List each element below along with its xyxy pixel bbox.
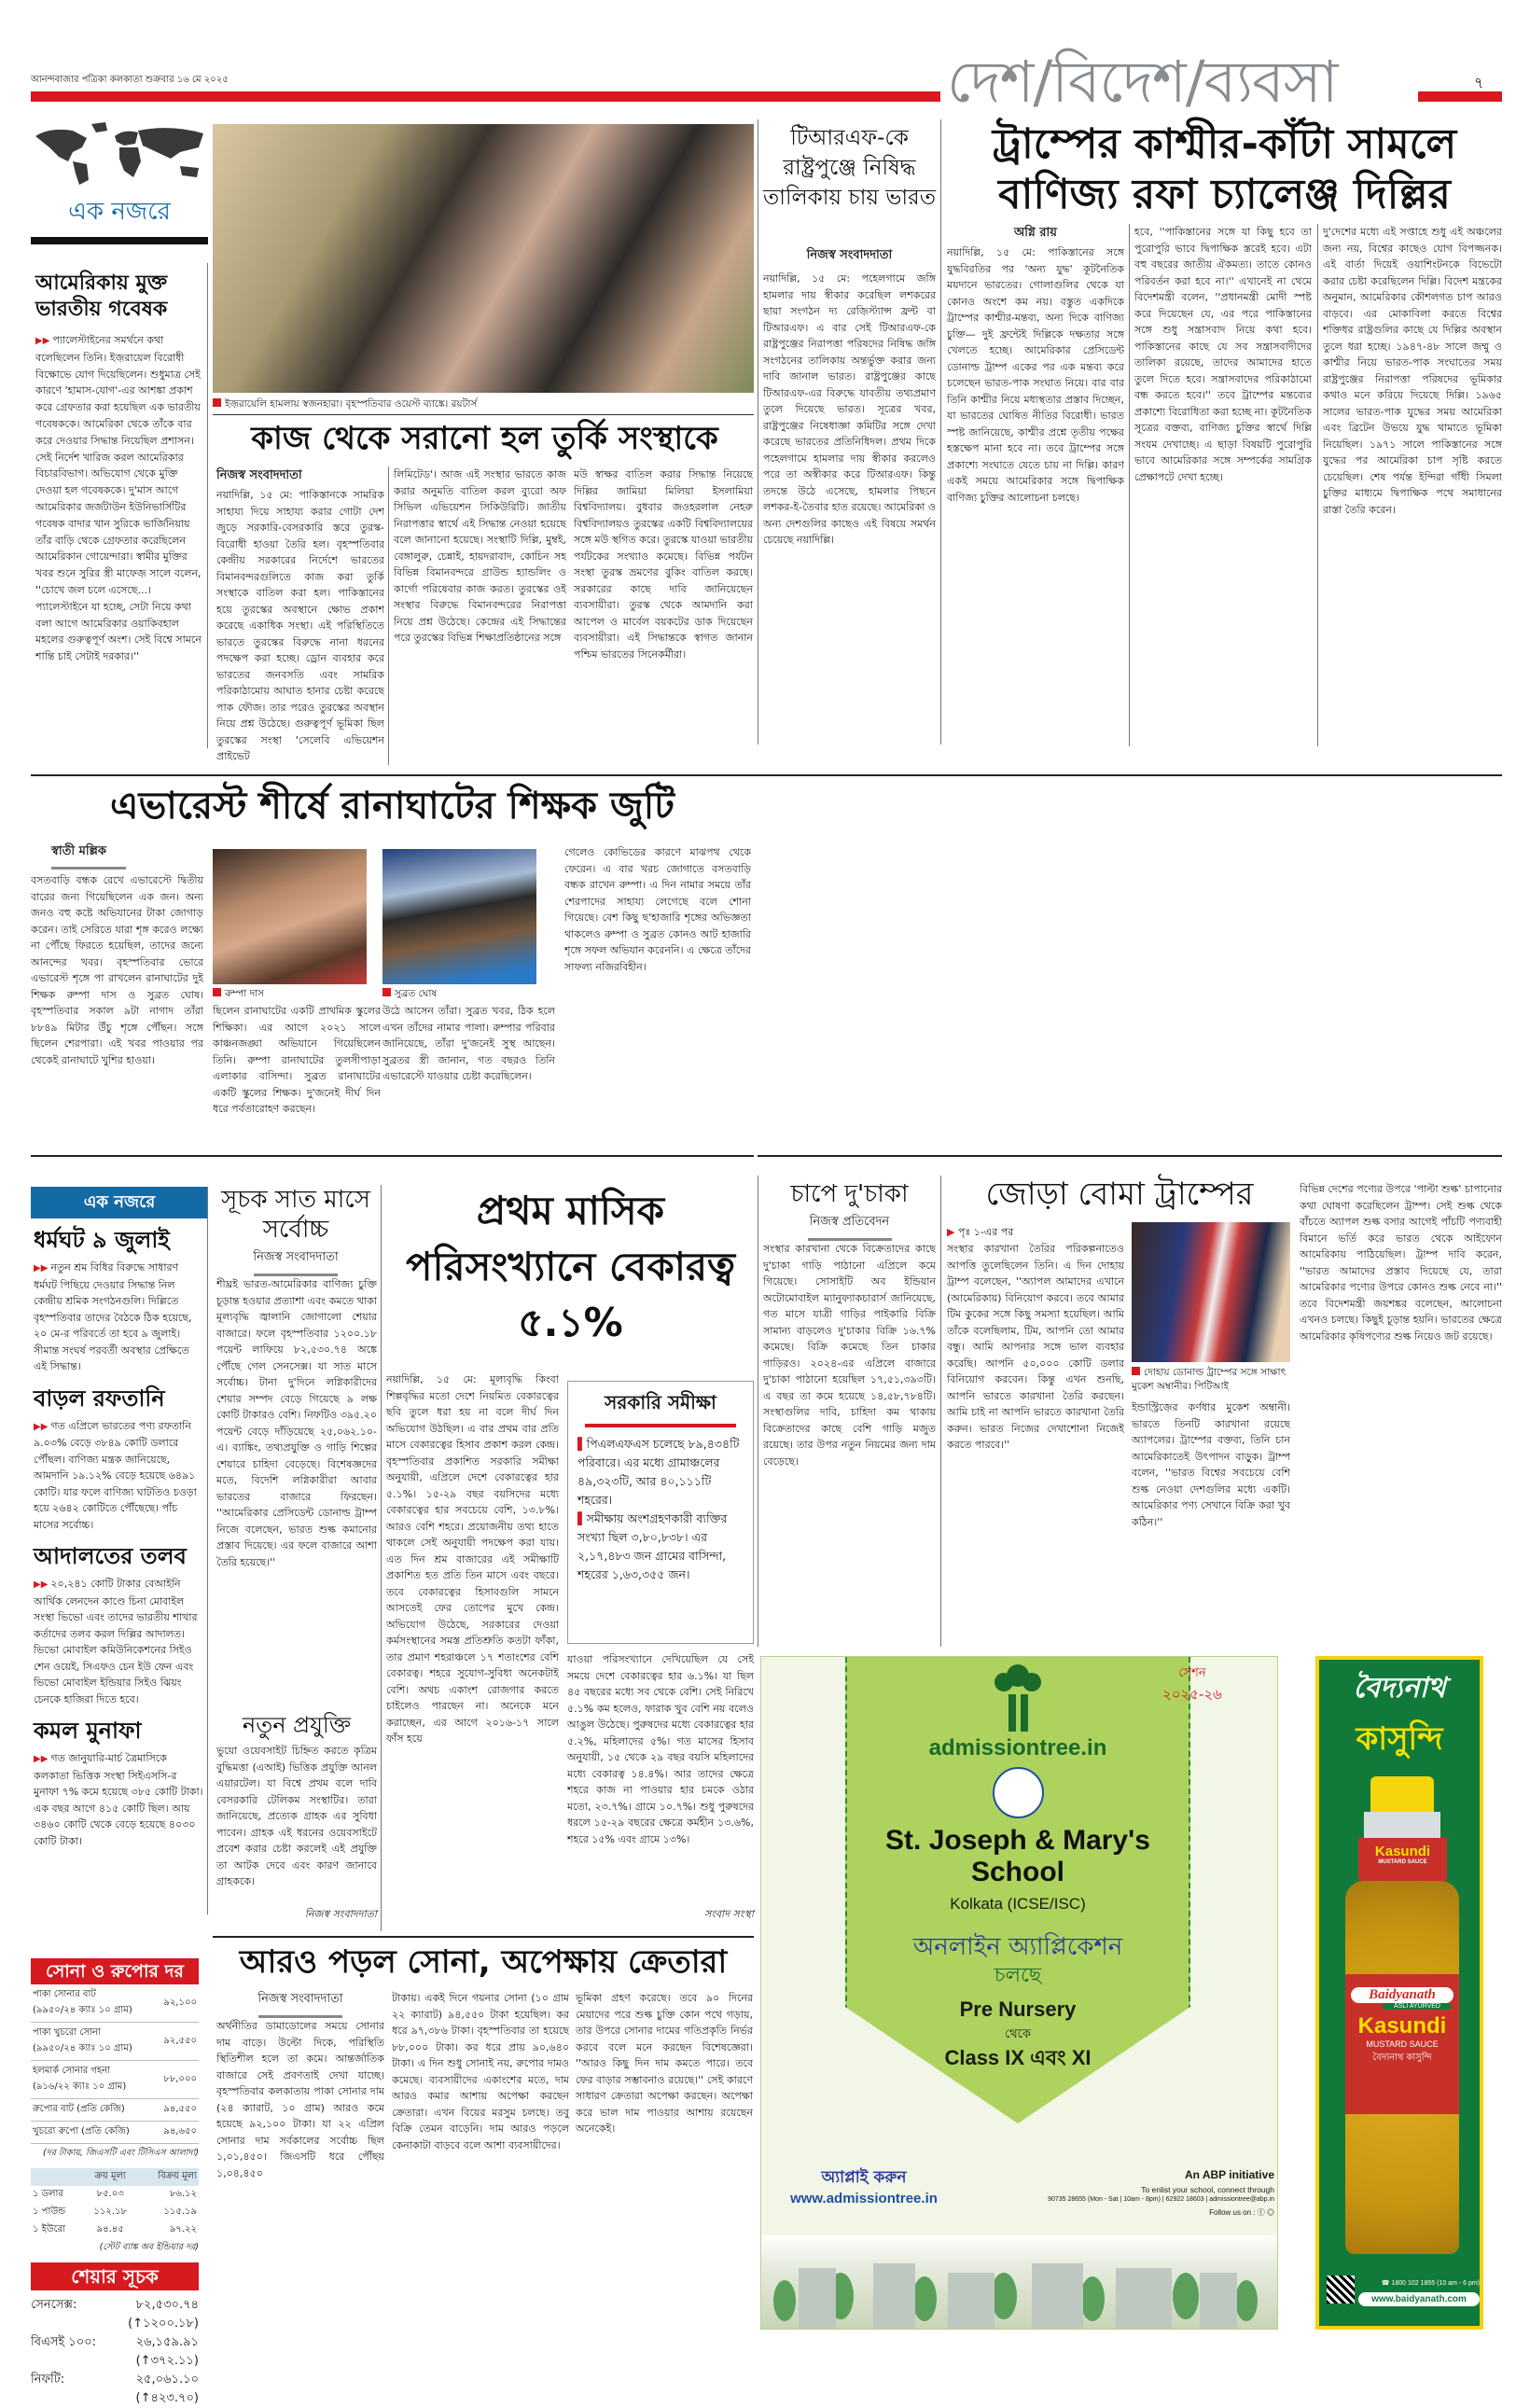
trump-col-1: সংস্থার কারখানা তৈরির পরিকল্পনাতেও আপত্তি তুলেছিলেন তিনি। এ দিন দোহায় ট্রাম্প বলেছেন, ''অ্যাপল আমাদের এখানে (আমেরিকায়) বিনিয়োগ করবে। তবে আমার টিম কুকের সঙ্গে কিছু সমস্যা হয়েছিল। আমি তাঁকে বলেছিলাম, টিম, আপনি তো আমার বন্ধু। আমি আপনার সঙ্গে ভাল ব্যবহার করেছি। আপনি ৫০,০০০ কোটি ডলার বিনিয়োগ করবেন। কিন্তু এখন শুনছি, আপনি ভারতে কারখানা তৈরি করছেন। আমি চাই না আপনি ভারতে কারখানা তৈরি করুন। ভারত নিজের দেখাশোনা নিজেই করতে পারবে।'' [947,1243,1124,1451]
fx-note: (স্টেট ব্যাঙ্ক অব ইন্ডিয়ার দর) [99,2242,199,2252]
brand-name: admissiontree.in [928,1735,1107,1761]
lead-col-3: দু'দেশের মধ্যে এই সপ্তাহে শুধু এই অঞ্চলের জন্য নয়, বিশ্বের কাছেও যোগ বিপজ্জনক। এই বার্তা দিয়েই ওয়াশিংটনকে বিভেটো করার চেষ্টা করেছিলেন দিল্লি। বিদেশ মন্ত্রকের অনুমান, আমেরিকার কৌশলগত চাপ আরও বাড়বে। এর মোকাবিলা করতে বিশ্বের শক্তিধর রাষ্ট্রগুলির কাছে যে দিল্লির অবস্থান তুলে ধরা হচ্ছে। ১৯৪৭-৪৮ সালে জম্মু ও কাশ্মীর নিয়ে ভারত-পাক সংঘাতের সময় রাষ্ট্রপুঞ্জের নিরাপত্তা পরিষদের ভূমিকার কথাও মনে করিয়ে দিয়েছে দিল্লি। ১৯৬৫ সালের ভারত-পাক যুদ্ধের সময় আমেরিকা এবং ব্রিটেন উভয়ে যুদ্ধ থামাতে ভূমিকা নিয়েছিল। ১৯৭১ সালে পাকিস্তানের সঙ্গে যুদ্ধের পর আমেরিকা চাপ সৃষ্টি করতে চেয়েছিল। শেষ পর্যন্ত ইন্দিরা গাঁধী সিমলা চুক্তির মাধ্যমে দ্বিপাক্ষিক পথে সমাধানের রাস্তা তৈরি করেন। [1323,226,1502,516]
baidyanath-website-link[interactable]: www.baidyanath.com [1358,2292,1480,2306]
up-arrow-icon: ↑ [140,2391,151,2405]
apply-now: অ্যাপ্লাই করুন [821,2168,907,2187]
school-crest-icon [993,1767,1044,1818]
table-row: পাকা খুচরো সোনা (৯৯৫০/২৪ ক্যাঃ ১০ গ্রাম) ৯২,৫৫০ [31,2023,199,2061]
red-bar-icon: ▌ [577,1511,587,1525]
tech-text: ভুয়ো ওয়েবসাইট চিহ্নিত করতে কৃত্রিম বুদ্ধিমত্তা (এআই) ভিত্তিক প্রযুক্তি আনল এয়ারটেল। যা বিশ্বে প্রথম বলে দাবি বেসরকারি টেলিকম সংস্থাটির। তারা জানিয়েছে, প্রত্যেক গ্রাহক এর সুবিধা পাবেন। গ্রাহক এই ধরনের ওয়েবসাইটে প্রবেশ করার চেষ্টা করলেই এই প্রযুক্তি তা আটক দেবে এবং কারণ জানাবে গ্রাহককে। [216,1745,377,1887]
lead-byline: অগ্নি রায় [1014,226,1057,240]
fx-table [31,2168,199,2239]
masthead-red-bar-right [1418,91,1502,102]
column-divider [1129,224,1130,746]
section-rule [758,1155,1502,1157]
phone-number: ☎ 1800 102 1855 (10 am - 6 pm) [1381,2280,1480,2287]
ongoing: চলছে [994,1964,1042,1987]
brief-us-researcher [35,271,202,733]
school-location: Kolkata (ICSE/ISC) [950,1895,1086,1913]
admissiontree-ad[interactable] [760,1656,1278,2330]
up-arrow-icon: ↑ [132,2317,144,2331]
instagram-icon: ◎ [1267,2208,1274,2217]
tree-logo-icon [971,1662,1064,1740]
bottle-label: Baidyanath ASLI AYURVED Kasundi MUSTARD SAUCE বৈদ্যনাথ কাসুন্দি [1345,1974,1459,2114]
qr-code-icon[interactable] [1327,2276,1355,2304]
column-divider [207,1187,208,1914]
ek-najare-bottom-title: এক নজরে [31,1187,208,1218]
rumpa-caption: রুম্পা দাস [213,987,264,1003]
table-row: ১ পাউন্ড ১১২.১৮ ১১৫.১৯ [33,2206,197,2217]
rates-table [31,1984,199,2144]
byline: নিজস্ব সংবাদদাতা [216,468,302,482]
index-nifty: নিফটি: ২৫,০৬১.১০ (↑৪২৩.৭০) [31,2373,199,2405]
everest-col-4: গেলেও কোভিডের কারণে মাঝপথ থেকে ফেরেন। এ বার খরচ জোগাতে বসতবাড়ি বন্ধক রাখেন রুম্পা। এ দিন নামার সময়ে তাঁর শেরপাদের সাহায্য লেগেছে বলে শোনা গিয়েছে। বেশ কিছু ছ'হাজারি শৃঙ্গের অভিজ্ঞতা থাকলেও রুম্পা ও সুব্রত কোনও আট হাজারি শৃঙ্গে সফল অভিযান করেননি। এ ক্ষেত্রে তাঁদের সাফল্য নজিরবিহীন। [564,846,751,973]
column-divider [940,119,941,745]
double-arrow-icon: ▶▶ [35,336,50,346]
enlist-text: To enlist your school, connect through [1141,2185,1274,2194]
table-row: হলমার্ক সোনার গহনা (৯১৬/২২ ক্যাঃ ১০ গ্রাম) ৮৮,০০০ [31,2061,199,2099]
website-link[interactable]: www.admissiontree.in [790,2191,938,2206]
west-bank-photo [213,124,754,393]
column-divider [940,1176,941,1647]
column-divider [388,466,389,765]
bottle-neck-label: Kasundi MUSTARD SAUCE [1358,1838,1447,1881]
session-label: সেশন ২০২৫-২৬ [1162,1666,1222,1703]
scooter-text: সংস্থার কারখানা থেকে বিক্রেতাদের কাছে দু'চাকা গাড়ি পাঠানো এপ্রিলে কমে গিয়েছে। সোসাইটি অব ইন্ডিয়ান অটোমোবাইল ম্যানুফ্যাকচারার্স জানিয়েছে, গত মাসে যাত্রী গাড়ির পাইকারি বিক্রি সামান্য বাড়লেও দু'চাকার বিক্রি ১৬.৭% কমেছে। বিক্রি কমেছে তিন চাকার গাড়িরও। ২০২৪-এর এপ্রিলে বাজারে দু'চাকা পাঠানো হয়েছিল ১৭,৫১,৩৯৩টি। এ বছর তা কমে হয়েছে ১৪,৫৮,৭৮৪টি। সংস্থাগুলির দাবি, চাহিদা কম থাকায় বিক্রেতাদের কাছে বেশি গাড়ি মজুত রয়েছে। তার উপর নতুন নিয়মের জন্য দাম বেড়েছে। [763,1243,936,1468]
everest-col-2: ছিলেন রানাঘাটের একটি প্রাথমিক স্কুলের শিক্ষিকা। এর আগে ২০২১ সালে কাঞ্চনজঙ্ঘা অভিযানে গিয়েছিলেন তিনি। রুম্পা রানাঘাটের তুলসীপাড়া এলাকার বাসিন্দা। সুব্রত রানাঘাটের একটি স্কুলের শিক্ষক। দু'জনেই দীর্ঘ দিন ধরে পর্বতারোহণ করছেন। [213,1005,381,1115]
world-map-icon [31,119,208,185]
table-row: পাকা সোনার বাট (৯৯৫০/২৪ ক্যাঃ ১০ গ্রাম) ৯২,১০০ [31,1984,199,2023]
scooter-headline: চাপে দু'চাকা [790,1180,909,1208]
column-divider [381,1185,382,1931]
rumpa-das-photo [213,849,367,984]
red-square-icon [213,398,221,407]
lead-col-2: হবে, ''পাকিস্তানের সঙ্গে যা কিছু হবে তা পুরোপুরি ভাবে দ্বিপাক্ষিক স্তরেই হবে। এটা বহু বছরের জাতীয় ঐকমত্য। তাতে কোনও পরিবর্তন করা হবে না।'' এখানেই না থেমে বিদেশমন্ত্রী বলেন, ''প্রধানমন্ত্রী মোদী স্পষ্ট করে দিয়েছেন যে, এর পরে পাকিস্তানের সঙ্গে শুধু সন্ত্রাসবাদ নিয়ে কথা হবে। পাকিস্তানের কাছে যে সব সন্ত্রাসবাদীদের তালিকা রয়েছে, তাদের আমাদের হাতে তুলে দিতে হবে। সন্ত্রাসবাদের পরিকাঠামো বন্ধ করতে হবে।'' তবে ট্রাম্পের মন্তব্যের প্রকাশ্যে বিরোধিতা করা হচ্ছে না। কূটনৈতিক সূত্রের বক্তব্য, বাণিজ্য চুক্তির স্বার্থে দিল্লি সংযম দেখাচ্ছে। এ ছাড়া বিষয়টি পুরোপুরি ভাবে আমেরিকার সঙ্গে সম্পর্কের সামগ্রিক প্রেক্ষাপটে দেখা হচ্ছে। [1134,226,1312,483]
gold-byline: নিজস্ব সংবাদদাতা [216,1990,384,2018]
double-arrow-icon: ▶▶ [34,1421,49,1432]
briefs-list [34,1226,203,1858]
trump-col-3: বিভিন্ন দেশের পণ্যের উপরে 'পাল্টা শুল্ক' চাপানোর কথা ঘোষণা করেছিলেন ট্রাম্প। সেই শুল্ক থেকে বাঁচতে অ্যাপল শুল্ক বসার আগেই পাঁচটি পণ্যবাহী বিমানে ভর্তি করে ভারত থেকে আইফোন আমেরিকায় পাঠিয়েছিল। ট্রাম্প দাবি করেন, ''ভারত আমাদের প্রস্তাব দিয়েছে যে, তারা আমেরিকার পণ্যের উপরে কোনও শুল্ক নেবে না।'' তবে বিদেশমন্ত্রী জয়শঙ্কর বলেছেন, আলোচনা এখনও চলছে। কিছুই চূড়ান্ত হয়নি। ভারতের ক্ষেত্রে আমেরিকার কৃষিপণ্যের শুল্ক নিয়েও জট রয়েছে। [1300,1183,1502,1343]
everest-col-1: বসতবাড়ি বন্ধক রেখে এভারেস্টে দ্বিতীয় বারের জন্য গিয়েছিলেন এক জন। অন্য জনও বহু কষ্টে অভিযানের টাকা জোগাড় করেন। তাই সেরিতে যারা শৃঙ্গ করেও লক্ষ্যে না পৌঁছে ফিরতে হয়েছিল, তাদের জন্যে আনন্দের খবর। বৃহস্পতিবার ভোরে এভারেস্ট শৃঙ্গে পা রাখলেন রানাঘাটের দুই শিক্ষক রুম্পা দাস ও সুব্রত ঘোষ। বৃহস্পতিবার সকাল ৯টা নাগাদ তাঁরা ৮৮৪৯ মিটার উঁচু শৃঙ্গে পৌঁছন। সঙ্গে ছিলেন শেরপারা। এই খবর পাওয়ার পর থেকেই রানাঘাটে খুশির হাওয়া। [31,874,203,1066]
lead-col-1: নয়াদিল্লি, ১৫ মে: পাকিস্তানের সঙ্গে যুদ্ধবিরতির পর 'অন্য যুদ্ধ' কূটনৈতিক ময়দানে ভারতের। গোলাগুলির থেকে যা কোনও অংশে কম নয়। বস্তুত একদিকে ট্রাম্পের কাশ্মীর-মন্তব্য, অন্য দিকে বাণিজ্য চুক্তি— দুই ফ্রন্টেই দিল্লিকে দক্ষতার সঙ্গে খেলতে হচ্ছে। আমেরিকার প্রেসিডেন্ট ডোনাল্ড ট্রাম্প একের পর এক মন্তব্য করে চলেছেন ভারত-পাক সংঘাত নিয়ে। বার বার তিনি কাশ্মীর নিয়ে মধ্যস্থতার প্রস্তাব দিচ্ছেন, যা ভারতের ঘোষিত নীতির বিরোধী। ভারত স্পষ্ট জানিয়েছে, কাশ্মীর প্রশ্নে তৃতীয় পক্ষের হস্তক্ষেপ মানা হবে না। তবে ট্রাম্পের সঙ্গে প্রকাশ্যে সংঘাতে যেতে চায় না দিল্লি। কারণ একই সময়ে আমেরিকার সঙ্গে দ্বিপাক্ষিক বাণিজ্য চুক্তির আলোচনা চলছে। [947,246,1124,504]
lead-headline: ট্রাম্পের কাশ্মীর-কাঁটা সামলে বাণিজ্য রফা চ্যালেঞ্জ দিল্লির [992,120,1457,218]
trf-text: নয়াদিল্লি, ১৫ মে: পহেলগামে জঙ্গি হামলার দায় স্বীকার করেছিল লশকরের ছায়া সংগঠন দ্য রেজ়িস্ট্যান্স ফ্রন্ট বা টিআরএফ। এ বার সেই টিআরএফ-কে রাষ্ট্রপুঞ্জের নিরাপত্তা পরিষদের নিষিদ্ধ জঙ্গি সংগঠনের তালিকায় অন্তর্ভুক্ত করার জন্য দাবি জানাল ভারত। রাষ্ট্রপুঞ্জের কাছে টিআরএফ-এর বিরুদ্ধে যাবতীয় তথ্যপ্রমাণ তুলে দিয়েছে ভারত। সূত্রের খবর, রাষ্ট্রপুঞ্জের নিষেধাজ্ঞা কমিটির সঙ্গে দেখা করেছে ভারতের প্রতিনিধিদল। প্রথম দিকে পহেলগামে হামলার দায় স্বীকার করলেও পরে তা অস্বীকার করে টিআরএফ। কিন্তু তদন্তে উঠে এসেছে, হামলার পিছনে লশকর-ই-তৈবার হাত রয়েছে। আমেরিকা ও অন্য দেশগুলির কাছেও এই বিষয়ে সমর্থন চেয়েছে নয়াদিল্লি। [763,272,936,546]
school-name: St. Joseph & Mary's School [885,1825,1150,1887]
brief-court: আদালতের তলব ▶▶ ২০,২৪১ কোটি টাকার বেআইনি আর্থিক লেনদেন কাণ্ডে চিনা মোবাইল সংস্থা ভিভো এবং তাদের ভারতীয় শাখার কর্তাদের তলব করল দিল্লির আদালত। ভিভো মোবাইল কমিউনিকেশনের সিইও শেন ওয়েই, সিএফও চেন ইউ ফেন এবং ভিভো মোবাইল ইন্ডিয়ার সিইও ঝিয়ং চেনকে হাজিরা দিতে হবে। [34,1543,198,1705]
tech-headline: নতুন প্রযুক্তি [242,1712,352,1738]
brief-text: ▶▶ প্যালেস্টাইনের সমর্থনে কথা বলেছিলেন তিনি। ইজ়রায়েল বিরোধী বিক্ষোভে যোগ দিয়েছিলেন। শুধুমাত্র সেই কারণে 'হামাস-যোগ'-এর আশঙ্কা প্রকাশ করে গ্রেফতার করা হয়েছিল এক ভারতীয় গবেষককে। আমেরিকা থেকে তাঁকে বার করে দেওয়ার সিদ্ধান্ত নিয়েছিল প্রশাসন। সেই নির্দেশ খারিজ করল আমেরিকার বিচারবিভাগ। অভিযোগ থেকে মুক্তি দেওয়া হল গবেষককে। দু'মাস আগে আমেরিকার জর্জটাউন ইউনিভার্সিটির গবেষক বাদার খান সুরিকে ভার্জিনিয়ায় তাঁর বাড়ি থেকে গ্রেফতার করেছিলেন আমেরিকান গোয়েন্দারা। স্বামীর মুক্তির খবর শুনে সুরির স্ত্রী মাফেজ় সালে বলেন, ''চোখে জল চলে এসেছে...। প্যালেস্টাইনে যা হচ্ছে, সেটা নিয়ে কথা বলা আগে আমেরিকার ওয়াকিবহাল মহলের গুরুত্বপূর্ণ অংশ। সেই বিশ্বে সামনে শান্তি চাই সেটাই দরকার।'' [35,334,202,663]
unemployment-headline: প্রথম মাসিক পরিসংখ্যানে বেকারত্ব ৫.১% [406,1188,735,1345]
red-bar-icon: ▌ [577,1437,587,1451]
brief-export: বাড়ল রফতানি ▶▶ গত এপ্রিলে ভারতের পণ্য রফতানি ৯.০৩% বেড়ে ৩৮৪৯ কোটি ডলারে পৌঁছল। বাণিজ্য মন্ত্রক জানিয়েছে, আমদানি ১৯.১২% বেড়ে হয়েছে ৬৪৯১ কোটি। যার ফলে বাণিজ্য ঘাটতিও চওড়া হয়ে ২৬৪২ কোটিতে পৌঁছেছে। পাঁচ মাসের সর্বোচ্চ। [34,1385,197,1531]
survey-point-2: ▌সমীক্ষায় অংশগ্রহণকারী ব্যক্তির সংখ্যা ছিল ৩,৮০,৮৩৮। এর ২,১৭,৪৮৩ জন গ্রামের বাসিন্দা, শহরের ১,৬৩,৩৫৫ জন। [577,1511,728,1581]
double-arrow-icon: ▶▶ [34,1580,49,1590]
product-bn: কাসুন্দি [1356,1720,1443,1758]
gold-col-1: অর্থনীতির ডামাডোলের সময়ে সোনার দাম বাড়ে। উল্টো দিকে, পরিস্থিতি স্থিতিশীল হলে তা কমে। আন্তর্জাতিক বাজারে সেই প্রবণতাই দেখা যাচ্ছে। বৃহস্পতিবার কলকাতায় পাকা সোনার দাম (২৪ ক্যারাট, ১০ গ্রাম) আরও কমে হয়েছে ৯২,১০০ টাকা। যা ২২ এপ্রিল সোনার দাম সর্বকালের সর্বোচ্চ ছিল ১,০১,৪৫০। জিএসটি ধরে পৌঁছয় ১,০৪,৪৫০ [216,2020,384,2179]
double-arrow-icon: ▶▶ [34,1263,49,1274]
baidyanath-kasundi-ad[interactable] [1315,1656,1483,2330]
trump-ambani-photo [1132,1222,1290,1362]
bottle-body [1345,1881,1459,2254]
brand-bn: বৈদ্যনাথ [1353,1672,1446,1705]
gold-silver-title: সোনা ও রুপোর দর [31,1958,199,1984]
turkey-col-3: মউ স্বাক্ষর বাতিল করার সিদ্ধান্ত নিয়েছে দিল্লির জামিয়া মিলিয়া ইসলামিয়া বিশ্ববিদ্যালয়। বুধবার জওহরলাল নেহরু বিশ্ববিদ্যালয়ও তুরস্কের একটি বিশ্ববিদ্যালয়ের সঙ্গে মউ স্থগিত করে। তুরস্কে যাওয়া ভারতীয় পর্যটকের সংখ্যাও কমেছে। বিভিন্ন পর্যটন সংস্থা তুরস্ক ভ্রমণের বুকিং বাতিল করছে। সরকারের কাছে দাবি জানিয়েছেন ব্যবসায়ীরা। তুরস্ক থেকে আমদানি করা আপেল ও মার্বেল বয়কটের ডাক দিয়েছেন ব্যবসায়ীরা। এই সিদ্ধান্তকে স্বাগত জানান পশ্চিম ভারতের সিনেকর্মীরা। [574,468,753,661]
scooter-byline: নিজস্ব প্রতিবেদন [763,1213,936,1241]
fx-header-row: ক্রয় মূল্য বিক্রয় মূল্য [31,2168,199,2186]
subrata-caption: সুব্রত ঘোষ [382,987,437,1003]
survey-point-1: ▌পিএলএফএস চলেছে ৮৯,৪৩৪টি পরিবারে। এর মধ্যে গ্রামাঞ্চলের ৪৯,৩২৩টি, আর ৪০,১১১টি শহরের। [577,1437,740,1507]
turkey-byline-block [216,466,384,486]
everest-byline: স্বাতী মল্লিক [51,842,126,870]
tech-credit: নিজস্ব সংবাদদাতা [304,1908,377,1920]
ek-najare-top-title: এক নজরে [68,198,171,226]
share-index-title: শেয়ার সূচক [31,2262,199,2290]
section-rule [31,774,1502,776]
index-sensex: সেনসেক্স: ৮২,৫৩০.৭৪ (↑১২০০.১৮) [31,2298,199,2331]
turkey-col-2: লিমিটেড'। আজ এই সংস্থার ভারতে কাজ করার অনুমতি বাতিল করল ব্যুরো অফ সিভিল এভিয়েশন সিকিউরিটি। জাতীয় নিরাপত্তার স্বার্থে এই সিদ্ধান্ত নেওয়া হয়েছে বলে জানানো হয়েছে। সংস্থাটি দিল্লি, মুম্বই, বেঙ্গালুরু, চেন্নাই, হায়দরাবাদ, কোচিন সহ বিভিন্ন বিমানবন্দরে গ্রাউন্ড হ্যান্ডলিং ও কার্গো পরিষেবার কাজ করত। তুরস্কের ওই সংস্থার বিরুদ্ধে বিমানবন্দরের নিরাপত্তা নিয়ে প্রশ্ন উঠেছে। কেন্দ্রের এই সিদ্ধান্তের পরে তুরস্কের বিভিন্ন শিক্ষাপ্রতিষ্ঠানের সঙ্গে [394,468,566,644]
unemployment-col-1: নয়াদিল্লি, ১৫ মে: মূল্যবৃদ্ধি কিংবা শিল্পবৃদ্ধির মতো দেশে নিয়মিত বেকারত্বের ছবি তুলে ধরা হয় না বলে দীর্ঘ দিন অভিযোগ উঠছিল। এ বার প্রথম বার প্রতি মাসে বেকারত্বের হিসাব প্রকাশ করল কেন্দ্র। বৃহস্পতিবার প্রকাশিত সরকারি সমীক্ষা অনুযায়ী, এপ্রিলে দেশে বেকারত্বের হার ৫.১%। ১৫-২৯ বছর বয়সিদের মধ্যে বেকারত্বের হার সবচেয়ে বেশি, ১৩.৮%। আরও বেশি শহরে। প্রয়োজনীয় তথ্য হাতে থাকলে সেই অনুযায়ী পদক্ষেপ করা যায়। এত দিন শ্রম বাজারের এই সমীক্ষাটি প্রকাশিত হত প্রতি তিন মাসে এবং বছরে। তবে বেকারত্বের হিসাবগুলি সামনে আসতেই ফের তোপের মুখে কেন্দ্র। অভিযোগ উঠেছে, সরকারের দেওয়া কর্মসংস্থানের সমস্ত প্রতিশ্রুতি কতটা ফাঁকা, তার প্রমাণ শহরাঞ্চলে ১৭ শতাংশের বেশি বেকারত্ব। শহরে সুযোগ-সুবিধা অনেকটাই বেশি। অথচ একাংশ রোজগার করতে চাইলেও পারছেন না। অনেকে মনে করাচ্ছেন, এর আগে ২০১৬-১৭ সালে ফাঁস হয়ে [386,1373,559,1745]
masthead-red-bar [31,91,940,102]
index-bse100: বিএসই ১০০: ২৬,১৫৯.৯১ (↑৩৭২.১১) [31,2335,199,2368]
share-index-list [31,2296,199,2408]
everest-headline: এভারেস্ট শীর্ষে রানাঘাটের শিক্ষক জুটি [110,785,675,828]
rule [213,414,754,415]
trf-byline: নিজস্ব সংবাদদাতা [806,248,893,262]
up-arrow-icon: ↑ [140,2354,151,2368]
unemployment-col-2: যাওয়া পরিসংখ্যানে দেখিয়েছিল যে সেই সময়ে দেশে বেকারত্বের হার ৬.১%। যা ছিল ৪৫ বছরের মধ্যে সব থেকে বেশি। সেই নিরিখে ৫.১% কম হলেও, ফারাক খুব বেশি নয় বলেও আঙুল উঠেছে। পুরুষদের মধ্যে বেকারত্বের হার ৫.২%, মহিলাদের ৫%। গত মাসের হিসাব অনুযায়ী, ১৫ থেকে ২৯ বছর বয়সি মহিলাদের মধ্যে বেকারত্ব ১৪.৪%। আর তাদের ক্ষেত্রে শহরে কাজ না পাওয়ার হার চমকে ওঠার মতো, ২৩.৭%। গ্রামে ১০.৭%। শুধু পুরুষদের ধরলে ১৫-২৯ বছরের ক্ষেত্রে কর্মহীন ১৩.৬%, শহরে ১৫% এবং গ্রামে ১৩%। [567,1653,754,1845]
survey-sidebar [567,1381,754,1644]
gold-col-3: ভূমিকা গ্রহণ করেছে। তবে ৯০ দিনের মেয়াদের পরে শুল্ক চুক্তি কোন পথে গড়ায়, তার উপরে সোনার দামের গতিপ্রকৃতি নির্ভর করবে বলে মনে করছেন বিশেষজ্ঞেরা। ''আরও কিছু দিন দাম কমতে পারে। তবে ফের বাড়ার সম্ভাবনাও রয়েছে।'' সেই কারণে সাধারণ ক্রেতারা অপেক্ষা করছেন। অপেক্ষা করে ভাল দাম পাওয়ার আশায় রয়েছেন অনেকেই। [576,1992,753,2135]
from-class: Pre Nursery [959,1997,1077,2021]
unemployment-credit: সংবাদ সংস্থা [703,1908,754,1920]
everest-col-3: উঠে আসেন তাঁরা। সুব্রত খবর, ঠিক হলে এখন তাঁদের নামার পালা। রুম্পার পরিবার জানিয়েছে, তাঁরা দু'জনেই সুস্থ আছেন। সুব্রতর স্ত্রী জানান, গত বছরও তিনি এভারেস্টে যাওয়ার চেষ্টা করেছিলেন। [382,1005,555,1082]
sensex-text: শীঘ্রই ভারত-আমেরিকার বাণিজ্য চুক্তি চূড়ান্ত হওয়ার প্রত্যাশা এবং কমতে থাকা মূল্যবৃদ্ধি জ্বালানি জোগালো শেয়ার বাজারে। ফলে বৃহস্পতিবার ১২০০.১৮ পয়েন্ট লাফিয়ে ৮২,৫৩০.৭৪ অঙ্কে পৌঁছে গেল সেনসেক্স। যা সাত মাসে সর্বোচ্চ। টানা দু'দিনে লগ্নিকারীদের শেয়ার সম্পদ বেড়ে গিয়েছে ৯ লক্ষ কোটি টাকারও বেশি। নিফটিও ৩৯৫.২০ পয়েন্ট বেড়ে দাঁড়িয়েছে ২৫,০৬২.১০-এ। ব্যাঙ্কিং, তথ্যপ্রযুক্তি ও গাড়ি শিল্পের শেয়ারে চাহিদা বেড়েছে। বিশেষজ্ঞদের মতে, বিদেশি লগ্নিকারীরা আবার ভারতের বাজারে ফিরছেন। ''আমেরিকার প্রেসিডেন্ট ডোনাল্ড ট্রাম্প নিজে বলেছেন, ভারত শুল্ক কমানোর প্রস্তাব দিয়েছে। এর ফলে বাজারে আশা তৈরি হয়েছে।'' [216,1278,377,1568]
masthead-date-line: আনন্দবাজার পত্রিকা কলকাতা শুক্রবার ১৬ মে ২০২৫ [31,75,229,85]
section-rule [31,1155,754,1157]
gold-silver-rates [31,1958,199,2408]
brief-headline: আমেরিকায় মুক্ত ভারতীয় গবেষক [35,271,168,321]
survey-title: সরকারি সমীক্ষা [605,1391,716,1413]
trump-col-2: ইন্ডাস্ট্রিজ়ের কর্ণধার মুকেশ অম্বানী। ভারতে তিনটি কারখানা রয়েছে অ্যাপলের। ট্রাম্পের বক্তব্য, তিনি চান আমেরিকাতেই উৎপাদন বাড়ুক। ট্রাম্প বলেন, ''ভারত বিশ্বের সবচেয়ে বেশি শুল্ক নেওয়া দেশগুলির মধ্যে একটি। আমেরিকার পণ্য সেখানে বিক্রি করা খুব কঠিন।'' [1132,1401,1290,1528]
facebook-icon: ⓕ [1257,2208,1265,2217]
brief-strike: ধর্মঘট ৯ জুলাই ▶▶ নতুন শ্রম বিধির বিরুদ্ধে সাধারণ ধর্মঘট পিছিয়ে দেওয়ার সিদ্ধান্ত নিল কেন্দ্রীয় শ্রমিক সংগঠনগুলি। দিল্লিতে বৃহস্পতিবার তাদের বৈঠকে ঠিক হয়েছে, ২০ মে-র পরিবর্তে তা হবে ৯ জুলাই। সীমান্ত সংঘর্ষ পরবর্তী অবস্থার প্রেক্ষিতে এই সিদ্ধান্ত। [34,1227,192,1372]
turkey-col-1: নয়াদিল্লি, ১৫ মে: পাকিস্তানকে সামরিক সাহায্য দিয়ে সাহায্য করার গোটা দেশ জুড়ে সরকারি-বেসরকারি স্তরে তুরস্ক-বিরোধী হাওয়া তৈরি হল। বৃহস্পতিবার কেন্দ্রীয় সরকারের নির্দেশে ভারতের বিমানবন্দরগুলিতে কাজ করা তুর্কি সংস্থাকে বাতিল করা হল। পাকিস্তানের হয়ে তুরস্কের অবস্থানে ক্ষোভ প্রকাশ করেছে একাধিক সংস্থা। এই পরিস্থিতিতে ভারতে তুরস্কের বিরুদ্ধে নানা ধরনের পদক্ষেপ করা হচ্ছে। ড্রোন ব্যবহার করে ভারতের জনবসতি এবং সামরিক পরিকাঠামোয় আঘাত হানার চেষ্টা করেছে পাক ফৌজ। তার পরেও তুরস্কের অবস্থান নিয়ে প্রশ্ন উঠেছে। গুরুত্বপূর্ণ ভূমিকা ছিল তুরস্কের সংস্থা 'সেলেবি এভিয়েশন প্রাইভেট [216,489,384,762]
table-row: ১ ইউরো ৯৪.৪৫ ৯৭.২২ [33,2224,197,2234]
follow-us: Follow us on : ⓕ ◎ [1209,2208,1274,2217]
double-arrow-icon: ▶▶ [34,1754,49,1764]
online-application: অনলাইন অ্যাপ্লিকেশন [912,1933,1123,1961]
gold-headline: আরও পড়ল সোনা, অপেক্ষায় ক্রেতারা [239,1943,728,1981]
gold-col-2: টাকায়। একই দিনে গয়নার সোনা (১০ গ্রাম ২২ ক্যারাট) ৯৪,৫৫০ টাকা হয়েছিল। কর ধরে ৯৭,৩৮৬ টাকা। বৃহস্পতিবার তা হয়েছে ৮৮,০০০ টাকা। কর ধরে প্রায় ৯০,৬৪০ টাকা। এ দিন শুধু সোনাই নয়, রুপোর দামও কমেছে। ব্যবসায়ীদের একাংশের মতে, দাম আরও কমার আশায় অপেক্ষা করছেন ক্রেতারা। এখন বিয়ের মরসুম চলছে। তবু বিক্রি তেমন বাড়েনি। দাম আরও পড়লে কেনাকাটা বাড়বে বলে আশা ব্যবসায়ীদের। [392,1992,569,2151]
city-illustration [761,2235,1277,2329]
trump-photo-caption: দোহায় ডোনাল্ড ট্রাম্পের সঙ্গে সাক্ষাৎ মুকেশ অম্বানীর। পিটিআই [1132,1367,1287,1392]
sensex-byline: নিজস্ব সংবাদদাতা [216,1248,375,1276]
continued-from: ▶ পৃঃ ১-এর পর [947,1226,1014,1238]
column-divider [207,263,208,748]
table-row: খুচরো রুপো (প্রতি কেজি) ৯৪,৬৫০ [31,2122,199,2144]
arrow-right-icon: ▶ [947,1226,958,1238]
photo-caption: ইজ়রায়েলি হামলায় স্বজনহারা। বৃহস্পতিবার ওয়েস্ট ব্যাঙ্কে। রয়টার্স [213,397,754,413]
abp-initiative: An ABP initiative [1184,2168,1274,2181]
turkey-headline: কাজ থেকে সরানো হল তুর্কি সংস্থাকে [251,420,718,457]
sensex-headline: সূচক সাত মাসে সর্বোচ্চ [221,1186,370,1244]
section-rule [213,1936,754,1938]
phone-icon: ☎ [1381,2280,1392,2287]
section-title: দেশ/বিদেশ/ব্যবসা [947,48,1338,116]
ek-najare-top [31,119,208,244]
brief-profit: কমল মুনাফা ▶▶ গত জানুয়ারি-মার্চ ত্রৈমাসিকে কলকাতা ভিত্তিক সংস্থা সিইএসসি-র মুনাফা ৭% কমে হয়েছে ৩৮৫ কোটি টাকা। এক বছর আগে ৪১৫ কোটি ছিল। আয় ৩৪৬০ কোটি থেকে বেড়ে হয়েছে ৪০৩০ কোটি টাকা। [34,1718,203,1847]
from-word: থেকে [1004,2027,1031,2041]
contact-info: 90735 28655 (Mon - Sat | 10am - 8pm) | 62922 18603 | admissiontree@abp.in [1048,2196,1274,2203]
page-number: ৭ [1474,74,1484,91]
table-row: রুপোর বাট (প্রতি কেজি) ৯৪,৫৫০ [31,2099,199,2122]
trf-headline: টিআরএফ-কে রাষ্ট্রপুঞ্জে নিষিদ্ধ তালিকায় চায় ভারত [763,126,936,210]
rates-note: (দর টাকায়, জিএসটি এবং টিসিএস আলাদা) [43,2148,199,2158]
to-class: Class IX এবং XI [944,2046,1092,2069]
column-divider [1317,224,1318,746]
subrata-ghosh-photo [382,849,536,984]
table-row: ১ ডলার ৮৫.০৩ ৮৬.১২ [33,2189,197,2199]
title-rule [31,237,208,244]
trump-bomb-headline: জোড়া বোমা ট্রাম্পের [985,1176,1254,1213]
bottle-cap-icon [1370,1776,1434,1812]
